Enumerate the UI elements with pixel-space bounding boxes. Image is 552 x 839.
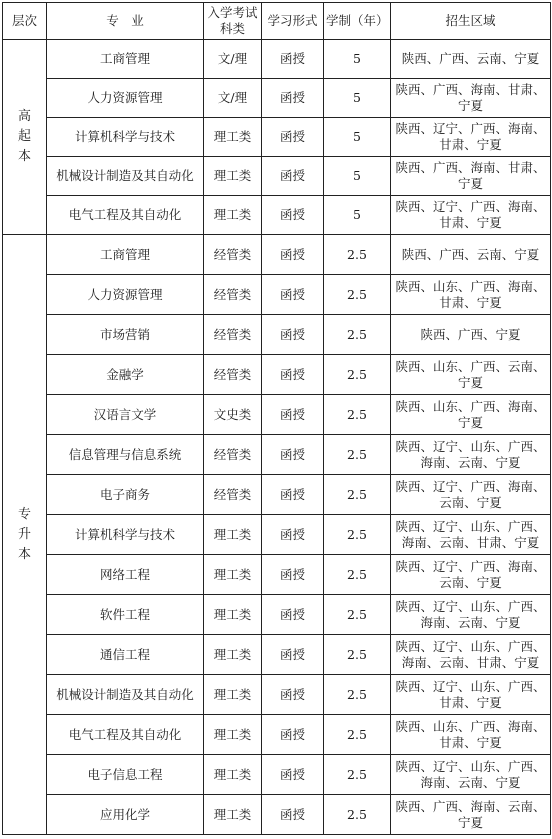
major-cell: 软件工程: [47, 595, 204, 635]
subject-cell: 理工类: [204, 715, 262, 755]
form-cell: 函授: [262, 355, 324, 395]
header-years: 学制（年）: [324, 3, 391, 40]
major-cell: 汉语言文学: [47, 395, 204, 435]
level-cell: [3, 40, 47, 235]
subject-cell: 经管类: [204, 275, 262, 315]
major-cell: 计算机科学与技术: [47, 515, 204, 555]
level-char: 起: [17, 129, 31, 144]
region-cell: 陕西、辽宁、广西、海南、甘肃、宁夏: [391, 118, 551, 157]
subject-cell: 经管类: [204, 435, 262, 475]
major-cell: 应用化学: [47, 795, 204, 835]
table-row: [3, 118, 551, 157]
subject-cell: 理工类: [204, 118, 262, 157]
years-cell: 2.5: [324, 515, 391, 555]
header-form: 学习形式: [262, 3, 324, 40]
years-cell: 5: [324, 118, 391, 157]
form-cell: 函授: [262, 795, 324, 835]
subject-cell: 经管类: [204, 475, 262, 515]
region-cell: 陕西、辽宁、山东、广西、海南、云南、宁夏: [391, 755, 551, 795]
header-row: [3, 3, 551, 40]
major-cell: 电子商务: [47, 475, 204, 515]
region-cell: 陕西、辽宁、山东、广西、海南、云南、宁夏: [391, 595, 551, 635]
table-row: [3, 40, 551, 79]
years-cell: 2.5: [324, 475, 391, 515]
subject-cell: 理工类: [204, 795, 262, 835]
subject-cell: 理工类: [204, 157, 262, 196]
table-row: [3, 795, 551, 835]
years-cell: 2.5: [324, 275, 391, 315]
region-cell: 陕西、广西、云南、宁夏: [391, 40, 551, 79]
years-cell: 2.5: [324, 595, 391, 635]
major-cell: 电子信息工程: [47, 755, 204, 795]
level-char: 本: [17, 546, 31, 562]
region-cell: 陕西、辽宁、广西、海南、甘肃、宁夏: [391, 196, 551, 235]
region-cell: 陕西、广西、海南、云南、宁夏: [391, 795, 551, 835]
subject-cell: 理工类: [204, 595, 262, 635]
subject-cell: 经管类: [204, 355, 262, 395]
table-row: [3, 79, 551, 118]
level-char: 高: [17, 109, 31, 124]
years-cell: 5: [324, 157, 391, 196]
table-row: [3, 315, 551, 355]
form-cell: 函授: [262, 196, 324, 235]
region-cell: 陕西、辽宁、山东、广西、海南、云南、甘肃、宁夏: [391, 635, 551, 675]
header-major: 专 业: [47, 3, 204, 40]
region-cell: 陕西、山东、广西、海南、甘肃、宁夏: [391, 715, 551, 755]
table-row: [3, 675, 551, 715]
years-cell: 2.5: [324, 315, 391, 355]
region-cell: 陕西、山东、广西、云南、宁夏: [391, 355, 551, 395]
table-row: [3, 515, 551, 555]
years-cell: 5: [324, 40, 391, 79]
form-cell: 函授: [262, 79, 324, 118]
years-cell: 5: [324, 196, 391, 235]
subject-cell: 理工类: [204, 555, 262, 595]
years-cell: 2.5: [324, 555, 391, 595]
subject-cell: 经管类: [204, 235, 262, 275]
subject-cell: 理工类: [204, 515, 262, 555]
subject-cell: 文/理: [204, 40, 262, 79]
region-cell: 陕西、辽宁、山东、广西、甘肃、宁夏: [391, 675, 551, 715]
table-row: [3, 355, 551, 395]
major-cell: 电气工程及其自动化: [47, 196, 204, 235]
header-subject: 入学考试科类: [204, 3, 262, 40]
subject-cell: 理工类: [204, 755, 262, 795]
region-cell: 陕西、山东、广西、海南、甘肃、宁夏: [391, 275, 551, 315]
years-cell: 2.5: [324, 635, 391, 675]
subject-cell: 文史类: [204, 395, 262, 435]
form-cell: 函授: [262, 157, 324, 196]
level-char: 本: [17, 149, 31, 164]
form-cell: 函授: [262, 715, 324, 755]
form-cell: 函授: [262, 395, 324, 435]
form-cell: 函授: [262, 675, 324, 715]
level-cell: [3, 235, 47, 835]
major-cell: 工商管理: [47, 40, 204, 79]
header-level: 层次: [3, 3, 47, 40]
form-cell: 函授: [262, 275, 324, 315]
years-cell: 2.5: [324, 675, 391, 715]
form-cell: 函授: [262, 515, 324, 555]
region-cell: 陕西、广西、云南、宁夏: [391, 235, 551, 275]
years-cell: 2.5: [324, 435, 391, 475]
major-cell: 机械设计制造及其自动化: [47, 675, 204, 715]
level-char: 升: [17, 526, 31, 542]
table-row: [3, 715, 551, 755]
table-row: [3, 475, 551, 515]
level-char: 专: [17, 506, 31, 522]
table-row: [3, 635, 551, 675]
years-cell: 2.5: [324, 355, 391, 395]
table-row: [3, 595, 551, 635]
major-cell: 人力资源管理: [47, 79, 204, 118]
region-cell: 陕西、辽宁、广西、海南、云南、宁夏: [391, 475, 551, 515]
table-row: [3, 275, 551, 315]
subject-cell: 经管类: [204, 315, 262, 355]
region-cell: 陕西、广西、海南、甘肃、宁夏: [391, 79, 551, 118]
major-cell: 人力资源管理: [47, 275, 204, 315]
major-cell: 工商管理: [47, 235, 204, 275]
table-row: [3, 555, 551, 595]
region-cell: 陕西、辽宁、山东、广西、海南、云南、甘肃、宁夏: [391, 515, 551, 555]
years-cell: 2.5: [324, 755, 391, 795]
region-cell: 陕西、辽宁、山东、广西、海南、云南、宁夏: [391, 435, 551, 475]
major-cell: 电气工程及其自动化: [47, 715, 204, 755]
form-cell: 函授: [262, 435, 324, 475]
form-cell: 函授: [262, 475, 324, 515]
years-cell: 2.5: [324, 715, 391, 755]
enrollment-table: [2, 2, 551, 835]
form-cell: 函授: [262, 315, 324, 355]
form-cell: 函授: [262, 635, 324, 675]
table-row: [3, 196, 551, 235]
years-cell: 2.5: [324, 395, 391, 435]
years-cell: 5: [324, 79, 391, 118]
table-row: [3, 157, 551, 196]
region-cell: 陕西、广西、宁夏: [391, 315, 551, 355]
form-cell: 函授: [262, 118, 324, 157]
years-cell: 2.5: [324, 235, 391, 275]
subject-cell: 理工类: [204, 196, 262, 235]
major-cell: 金融学: [47, 355, 204, 395]
form-cell: 函授: [262, 755, 324, 795]
region-cell: 陕西、广西、海南、甘肃、宁夏: [391, 157, 551, 196]
major-cell: 通信工程: [47, 635, 204, 675]
major-cell: 市场营销: [47, 315, 204, 355]
table-body: [3, 40, 551, 835]
region-cell: 陕西、辽宁、广西、海南、云南、宁夏: [391, 555, 551, 595]
major-cell: 网络工程: [47, 555, 204, 595]
table-row: [3, 235, 551, 275]
header-region: 招生区域: [391, 3, 551, 40]
form-cell: 函授: [262, 40, 324, 79]
subject-cell: 文/理: [204, 79, 262, 118]
major-cell: 计算机科学与技术: [47, 118, 204, 157]
table-row: [3, 395, 551, 435]
subject-cell: 理工类: [204, 635, 262, 675]
major-cell: 机械设计制造及其自动化: [47, 157, 204, 196]
table-row: [3, 435, 551, 475]
form-cell: 函授: [262, 235, 324, 275]
subject-cell: 理工类: [204, 675, 262, 715]
years-cell: 2.5: [324, 795, 391, 835]
form-cell: 函授: [262, 595, 324, 635]
table-row: [3, 755, 551, 795]
form-cell: 函授: [262, 555, 324, 595]
region-cell: 陕西、山东、广西、海南、宁夏: [391, 395, 551, 435]
major-cell: 信息管理与信息系统: [47, 435, 204, 475]
